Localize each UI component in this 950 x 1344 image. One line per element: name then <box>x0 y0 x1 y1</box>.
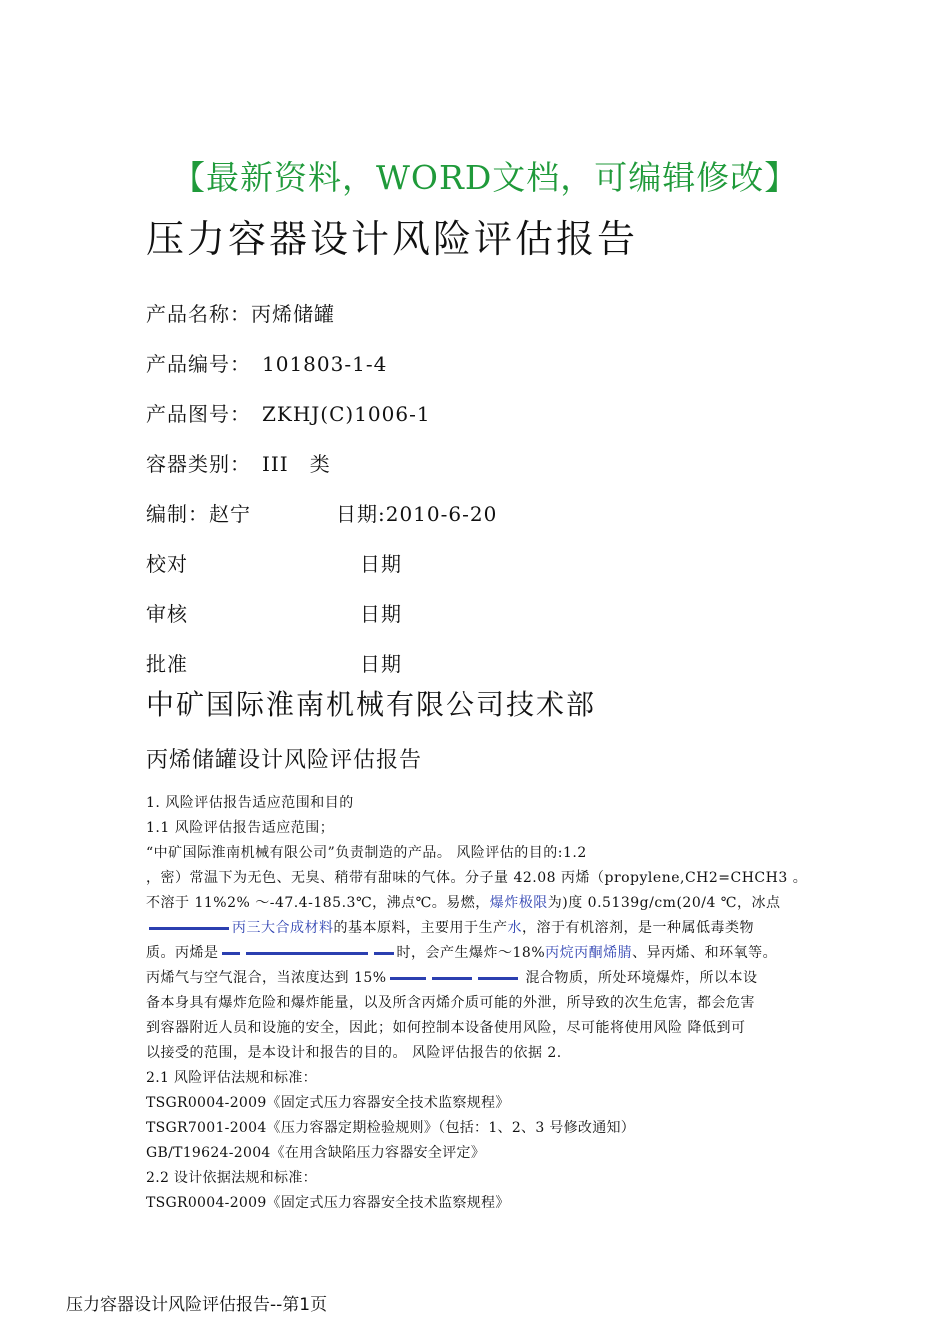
standard-item: GB/T19624-2004《在用含缺陷压力容器安全评定》 <box>146 1145 486 1161</box>
field-approver-date: 日期 <box>360 652 402 676</box>
field-compiler-date: 日期:2010-6-20 <box>336 502 498 526</box>
hyperlink-underline[interactable] <box>432 977 472 980</box>
field-reviewer-date: 日期 <box>360 602 402 626</box>
paragraph-line: “中矿国际淮南机械有限公司”负责制造的产品。 风险评估的目的:1.2 <box>146 845 587 861</box>
section-heading-1: 1. 风险评估报告适应范围和目的 <box>146 795 354 811</box>
paragraph-line: 以接受的范围，是本设计和报告的目的。 风险评估报告的依据 2. <box>146 1045 562 1061</box>
hyperlink-underline[interactable] <box>222 952 240 955</box>
paragraph-line <box>146 967 758 987</box>
field-product-name: 产品名称：丙烯储罐 <box>146 302 335 326</box>
section-heading-2-1: 2.1 风险评估法规和标准： <box>146 1070 317 1086</box>
paragraph-text: 的基本原料，主要用于生产 <box>333 920 508 936</box>
link-explosion-limit[interactable]: 爆炸极限 <box>489 895 548 911</box>
report-subtitle: 丙烯储罐设计风险评估报告 <box>146 748 423 773</box>
hyperlink-underline[interactable] <box>374 952 394 955</box>
link-propane-acetone[interactable]: 丙烷丙酮烯腈 <box>545 945 633 961</box>
paragraph-line: 备本身具有爆炸危险和爆炸能量，以及所含丙烯介质可能的外泄，所导致的次生危害，都会危害 <box>146 995 755 1011</box>
paragraph-text: 混合物质，所处环境爆炸，所以本设 <box>520 970 758 986</box>
field-checker: 校对 <box>146 552 188 576</box>
field-approver: 批准 <box>146 652 188 676</box>
company-name: 中矿国际淮南机械有限公司技术部 <box>146 688 597 721</box>
field-reviewer: 审核 <box>146 602 188 626</box>
field-vessel-category: 容器类别： III 类 <box>146 452 331 476</box>
paragraph-text: 时，会产生爆炸～18% <box>396 945 546 961</box>
paragraph-line <box>146 942 777 962</box>
hyperlink-underline[interactable] <box>478 977 518 980</box>
standard-item: TSGR0004-2009《固定式压力容器安全技术监察规程》 <box>146 1195 510 1211</box>
paragraph-line: ，密）常温下为无色、无臭、稍带有甜味的气体。分子量 42.08 丙烯（propylene,CH2=CHCH3 。 <box>146 870 808 886</box>
field-checker-date: 日期 <box>360 552 402 576</box>
hyperlink-underline[interactable] <box>246 952 368 955</box>
paragraph-text: 为)度 0.5139g/cm(20/4 ℃，冰点 <box>547 895 781 911</box>
page-title: 压力容器设计风险评估报告 <box>146 217 639 261</box>
paragraph-text: 不溶于 11%2% ～-47.4-185.3℃，沸点℃。易燃， <box>146 895 490 911</box>
link-water[interactable]: 水 <box>507 920 522 936</box>
standard-item: TSGR0004-2009《固定式压力容器安全技术监察规程》 <box>146 1095 510 1111</box>
field-compiler: 编制：赵宁 <box>146 502 251 526</box>
paragraph-line <box>146 892 780 912</box>
section-heading-2-2: 2.2 设计依据法规和标准： <box>146 1170 317 1186</box>
field-drawing-number: 产品图号： ZKHJ(C)1006-1 <box>146 402 431 426</box>
paragraph-text: 质。丙烯是 <box>146 945 219 961</box>
hyperlink-underline[interactable] <box>149 927 229 930</box>
field-product-number: 产品编号： 101803-1-4 <box>146 352 388 376</box>
page-footer: 压力容器设计风险评估报告--第1页 <box>66 1295 328 1315</box>
paragraph-text: 丙烯气与空气混合，当浓度达到 15% <box>146 970 387 986</box>
paragraph-text: ，溶于有机溶剂，是一种属低毒类物 <box>522 920 754 936</box>
paragraph-line: 到容器附近人员和设施的安全，因此；如何控制本设备使用风险，尽可能将使用风险 降低到可 <box>146 1020 746 1036</box>
paragraph-text: 、异丙烯、和环氧等。 <box>632 945 778 961</box>
standard-item: TSGR7001-2004《压力容器定期检验规则》（包括：1、2、3 号修改通知） <box>146 1120 636 1136</box>
paragraph-line <box>146 917 754 937</box>
section-heading-1-1: 1.1 风险评估报告适应范围； <box>146 820 335 836</box>
hyperlink-underline[interactable] <box>390 977 426 980</box>
banner-notice: 【最新资料，WORD文档，可编辑修改】 <box>172 158 799 197</box>
link-synthetic-materials[interactable]: 丙三大合成材料 <box>232 920 334 936</box>
